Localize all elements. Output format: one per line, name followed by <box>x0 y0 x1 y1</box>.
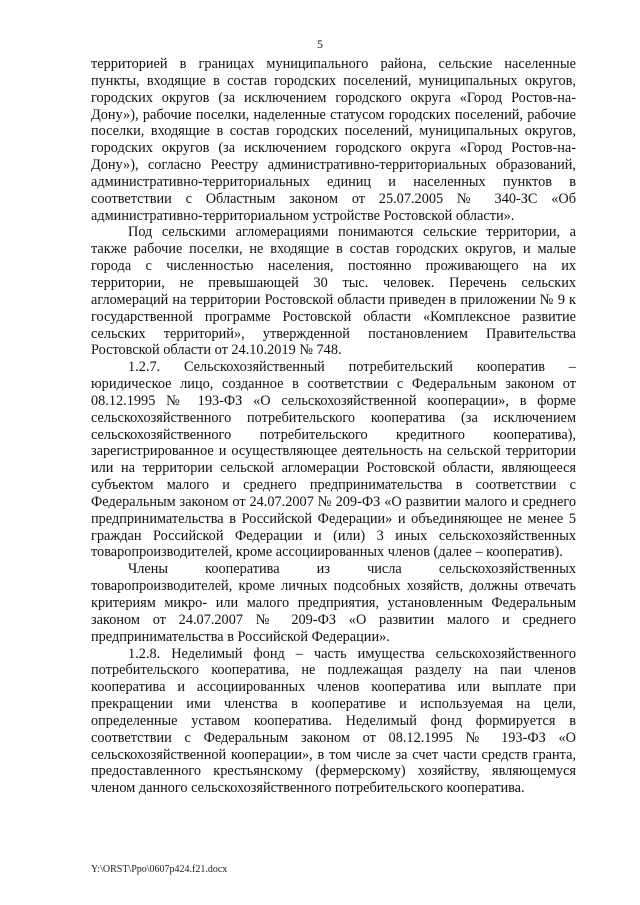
page-number: 5 <box>317 37 323 51</box>
paragraph-1-2-8: 1.2.8. Неделимый фонд – часть имущества сельскохозяйственного потребительского кооператива, не подлежащая разделу на паи членов кооператива и ассоциированных членов кооператива или выплате при прекращении ими членства в кооперативе и используемая на цели, определенные уставом кооператива. Неделимый фонд формируется в соответствии с Федеральным законом от 08.12.1995 № 193-ФЗ «О сельскохозяйственной кооперации», в том числе за счет части средств гранта, предоставленного крестьянскому (фермерскому) хозяйству, являющемуся членом данного сельскохозяйственного потребительского кооператива. <box>91 645 576 797</box>
paragraph-1-2-7: 1.2.7. Сельскохозяйственный потребительский кооператив – юридическое лицо, созданное в соответствии с Федеральным законом от 08.12.1995 № 193-ФЗ «О сельскохозяйственной кооперации», в форме сельскохозяйственного потребительского кооператива (за исключением сельскохозяйственного потребительского кредитного кооператива), зарегистрированное и осуществляющее деятельность на сельской территории или на территории сельской агломерации Ростовской области, являющееся субъектом малого и среднего предпринимательства в соответствии с Федеральным законом от 24.07.2007 № 209-ФЗ «О развитии малого и среднего предпринимательства в Российской Федерации» и объединяющее не менее 5 граждан Российской Федерации и (или) 3 иных сельскохозяйственных товаропроизводителей, кроме ассоциированных членов (далее – кооператив). <box>91 359 576 561</box>
footer-file-path: Y:\ORST\Ppo\0607p424.f21.docx <box>91 864 228 875</box>
paragraph-rural-agglomerations: Под сельскими агломерациями понимаются сельские территории, а также рабочие поселки, не входящие в состав городских округов, и малые города с численностью населения, постоянно проживающего на их территории, не превышающей 30 тыс. человек. Перечень сельских агломераций на территории Ростовской области приведен в приложении № 9 к государственной программе Ростовской области «Комплексное развитие сельских территорий», утвержденной постановлением Правительства Ростовской области от 24.10.2019 № 748. <box>91 224 576 359</box>
paragraph-continuation: территорией в границах муниципального района, сельские населенные пункты, входящие в состав городских поселений, муниципальных округов, городских округов (за исключением городского округа «Город Ростов-на-Дону»), рабочие поселки, наделенные статусом городских поселений, рабочие поселки, входящие в состав городских поселений, муниципальных округов, городских округов (за исключением городского округа «Город Ростов-на-Дону»), согласно Реестру административно-территориальных образований, административно-территориальных единиц и населенных пунктов в соответствии с Областным законом от 25.07.2005 № 340-ЗС «Об административно-территориальном устройстве Ростовской области». <box>91 56 576 224</box>
document-body <box>91 56 576 797</box>
paragraph-cooperative-members: Члены кооператива из числа сельскохозяйственных товаропроизводителей, кроме личных подсобных хозяйств, должны отвечать критериям микро- или малого предприятия, установленным Федеральным законом от 24.07.2007 № 209-ФЗ «О развитии малого и среднего предпринимательства в Российской Федерации». <box>91 561 576 645</box>
